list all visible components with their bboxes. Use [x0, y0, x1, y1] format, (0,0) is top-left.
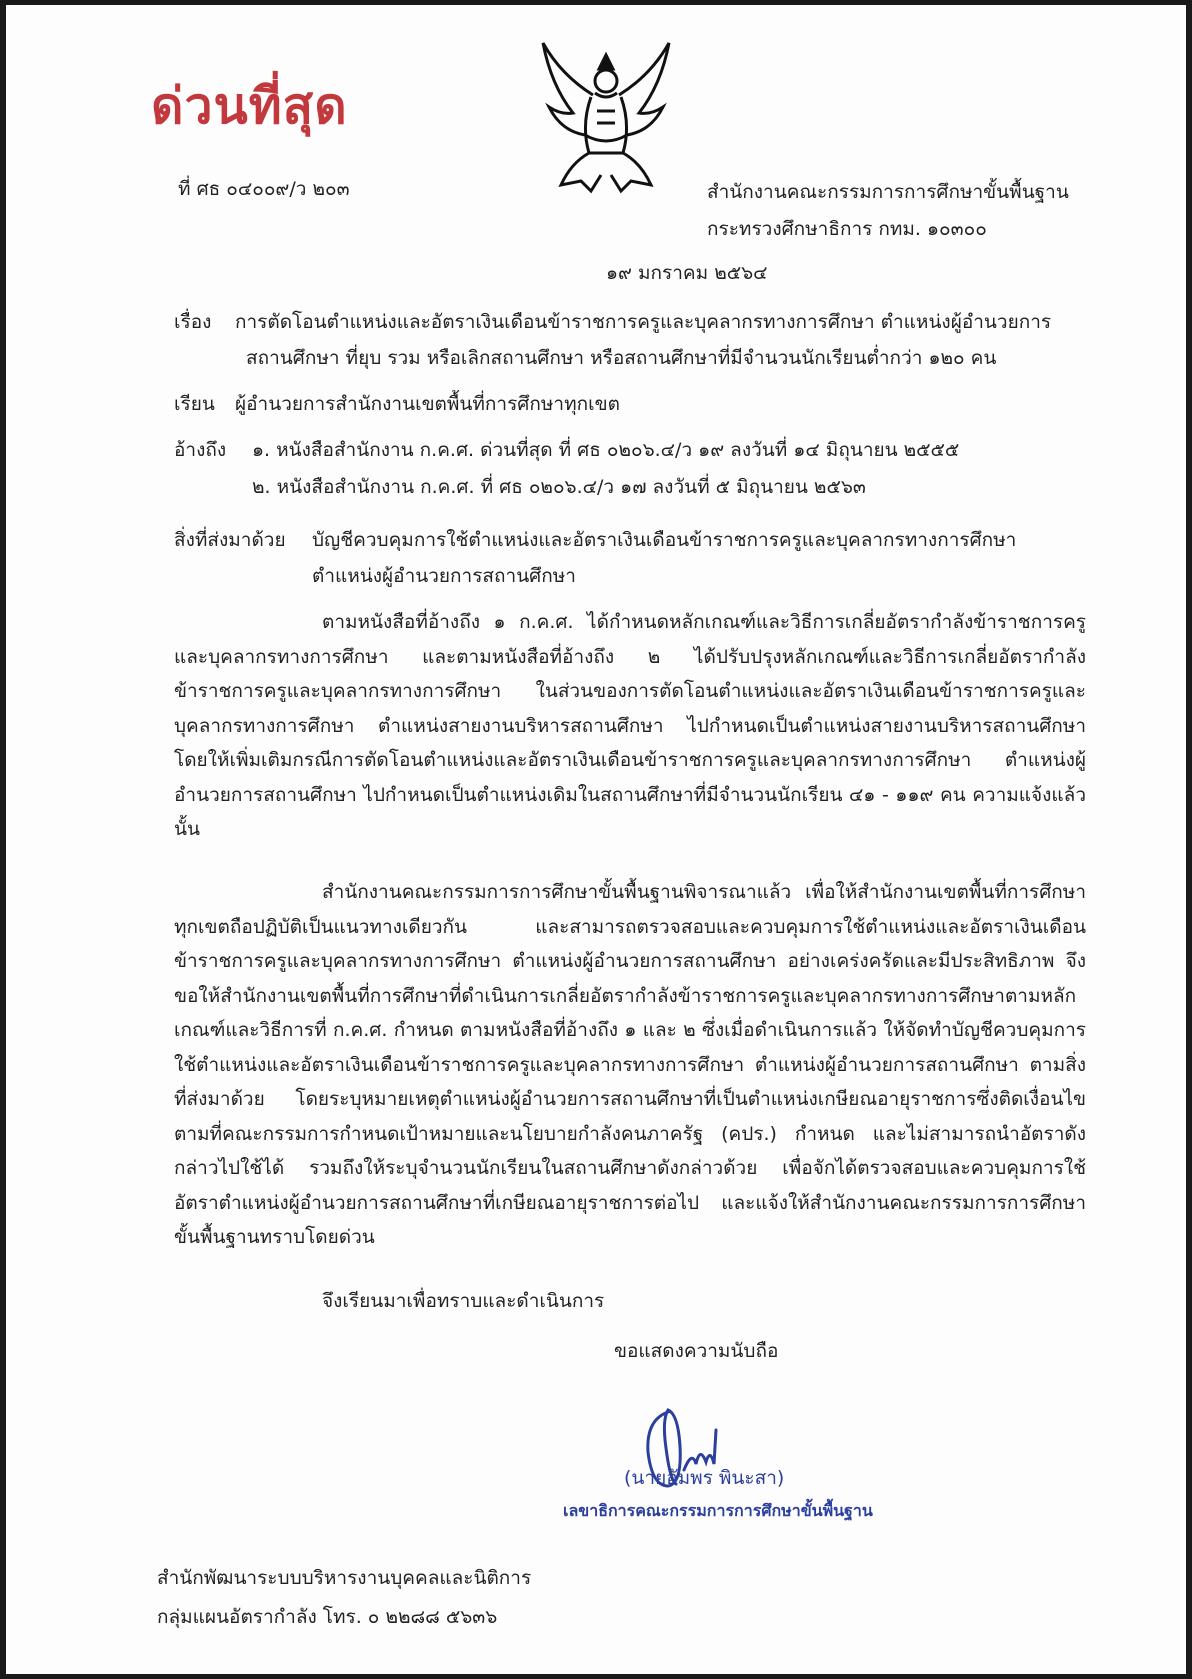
subject-line-2: สถานศึกษา ที่ยุบ รวม หรือเลิกสถานศึกษา หรือสถานศึกษาที่มีจำนวนนักเรียนต่ำกว่า ๑๒๐ คน: [246, 347, 997, 369]
signatory-name: (นายอัมพร พินะสา): [624, 1467, 785, 1489]
recipient-label: เรียน: [174, 393, 215, 415]
enclosure-label: สิ่งที่ส่งมาด้วย: [174, 529, 286, 551]
body-paragraph-2: สำนักงานคณะกรรมการการศึกษาขั้นพื้นฐานพิจารณาแล้ว เพื่อให้สำนักงานเขตพื้นที่การศึกษาทุกเขตถือปฏิบัติเป็นแนวทางเดียวกัน และสามารถตรวจสอบและควบคุมการใช้ตำแหน่งและอัตราเงินเดือนข้าราชการครูและบุคลากรทางการศึกษา ตำแหน่งผู้อำนวยการสถานศึกษา อย่างเคร่งครัดและมีประสิทธิภาพ จึงขอให้สำนักงานเขตพื้นที่การศึกษาที่ดำเนินการเกลี่ยอัตรากำลังข้าราชการครูและบุคลากรทางการศึกษาตามหลักเกณฑ์และวิธีการที่ ก.ค.ศ. กำหนด ตามหนังสือที่อ้างถึง ๑ และ ๒ ซึ่งเมื่อดำเนินการแล้ว ให้จัดทำบัญชีควบคุมการใช้ตำแหน่งและอัตราเงินเดือนข้าราชการครูและบุคลากรทางการศึกษา ตำแหน่งผู้อำนวยการสถานศึกษา ตามสิ่งที่ส่งมาด้วย โดยระบุหมายเหตุตำแหน่งผู้อำนวยการสถานศึกษาที่เป็นตำแหน่งเกษียณอายุราชการซึ่งติดเงื่อนไขตามที่คณะกรรมการกำหนดเป้าหมายและนโยบายกำลังคนภาครัฐ (คปร.) กำหนด และไม่สามารถนำอัตราดังกล่าวไปใช้ได้ รวมถึงให้ระบุจำนวนนักเรียนในสถานศึกษาดังกล่าวด้วย เพื่อจักได้ตรวจสอบและควบคุมการใช้อัตราตำแหน่งผู้อำนวยการสถานศึกษาที่เกษียณอายุราชการต่อไป และแจ้งให้สำนักงานคณะกรรมการการศึกษาขั้นพื้นฐานทราบโดยด่วน: [174, 881, 1086, 1248]
closing-line: จึงเรียนมาเพื่อทราบและดำเนินการ: [322, 1290, 605, 1312]
enclosure-line-2: ตำแหน่งผู้อำนวยการสถานศึกษา: [312, 565, 576, 587]
subject-line-1: การตัดโอนตำแหน่งและอัตราเงินเดือนข้าราชการครูและบุคลากรทางการศึกษา ตำแหน่งผู้อำนวยการ: [235, 311, 1052, 333]
footer-unit: สำนักพัฒนาระบบบริหารงานบุคคลและนิติการ: [157, 1567, 532, 1589]
office-name: สำนักงานคณะกรรมการการศึกษาขั้นพื้นฐาน: [707, 181, 1069, 203]
recipient-text: ผู้อำนวยการสำนักงานเขตพื้นที่การศึกษาทุกเขต: [235, 393, 620, 415]
urgency-stamp: ด่วนที่สุด: [151, 76, 348, 135]
signatory-title: เลขาธิการคณะกรรมการการศึกษาขั้นพื้นฐาน: [563, 1501, 873, 1520]
references-label: อ้างถึง: [174, 439, 227, 461]
document-page: [6, 5, 1186, 1674]
regards-text: ขอแสดงความนับถือ: [614, 1340, 779, 1362]
office-address: กระทรวงศึกษาธิการ กทม. ๑๐๓๐๐: [707, 218, 987, 240]
document-date: ๑๙ มกราคม ๒๕๖๔: [606, 262, 768, 284]
reference-item-1: ๑. หนังสือสำนักงาน ก.ค.ศ. ด่วนที่สุด ที่ ศธ ๐๒๐๖.๔/ว ๑๙ ลงวันที่ ๑๔ มิถุนายน ๒๕๕๕: [252, 439, 960, 461]
footer-contact: กลุ่มแผนอัตรากำลัง โทร. ๐ ๒๒๘๘ ๕๖๓๖: [157, 1606, 498, 1628]
reference-item-2: ๒. หนังสือสำนักงาน ก.ค.ศ. ที่ ศธ ๐๒๐๖.๔/ว ๑๗ ลงวันที่ ๕ มิถุนายน ๒๕๖๓: [252, 476, 866, 498]
garuda-emblem-icon: [521, 35, 691, 205]
subject-label: เรื่อง: [174, 311, 212, 333]
body-paragraph-1: ตามหนังสือที่อ้างถึง ๑ ก.ค.ศ. ได้กำหนดหลักเกณฑ์และวิธีการเกลี่ยอัตรากำลังข้าราชการครูและบุคลากรทางการศึกษา และตามหนังสือที่อ้างถึง ๒ ได้ปรับปรุงหลักเกณฑ์และวิธีการเกลี่ยอัตรากำลังข้าราชการครูและบุคลากรทางการศึกษา ในส่วนของการตัดโอนตำแหน่งและอัตราเงินเดือนข้าราชการครูและบุคลากรทางการศึกษา ตำแหน่งสายงานบริหารสถานศึกษา ไปกำหนดเป็นตำแหน่งสายงานบริหารสถานศึกษา โดยให้เพิ่มเติมกรณีการตัดโอนตำแหน่งและอัตราเงินเดือนข้าราชการครูและบุคลากรทางการศึกษา ตำแหน่งผู้อำนวยการสถานศึกษา ไปกำหนดเป็นตำแหน่งเดิมในสถานศึกษาที่มีจำนวนนักเรียน ๔๑ - ๑๑๙ คน ความแจ้งแล้ว นั้น: [174, 611, 1086, 840]
enclosure-line-1: บัญชีควบคุมการใช้ตำแหน่งและอัตราเงินเดือนข้าราชการครูและบุคลากรทางการศึกษา: [312, 529, 1017, 551]
document-number: ที่ ศธ ๐๔๐๐๙/ว ๒๐๓: [178, 178, 350, 200]
